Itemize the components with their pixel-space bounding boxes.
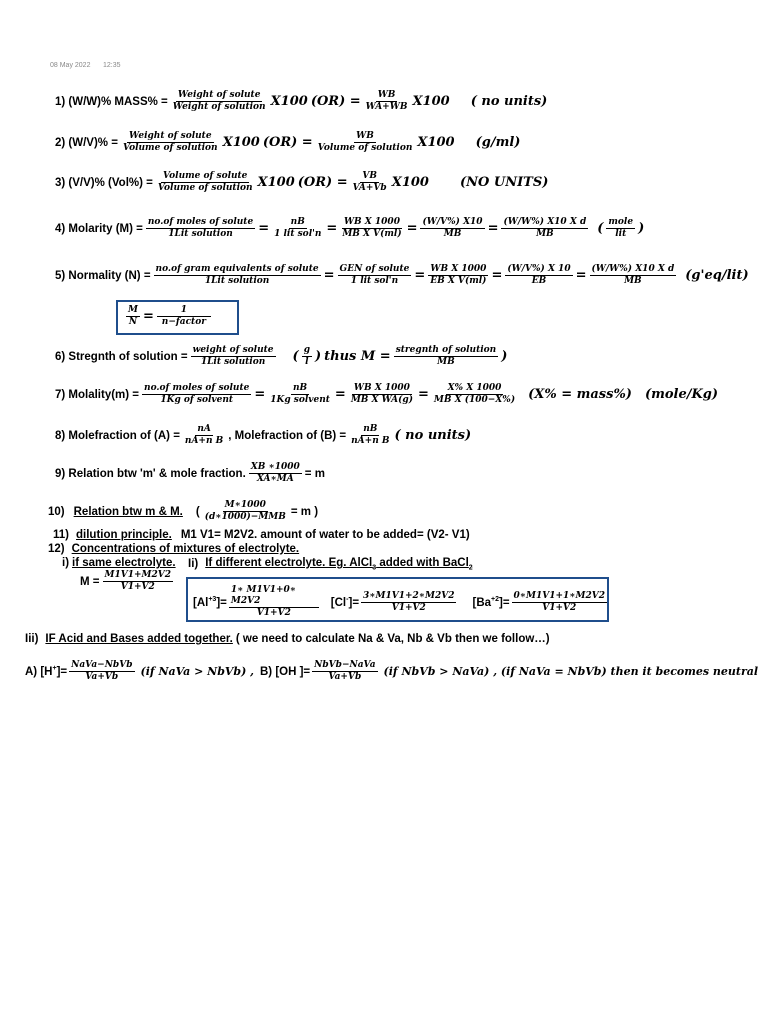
fraction (501, 217, 588, 240)
formula-text: ( we need to calculate Na & Va, Nb & Vb then we follow…) (235, 633, 550, 645)
formula-text: = (254, 387, 266, 402)
formula-text: Iii) (25, 633, 39, 645)
formula-text: dilution principle. (76, 529, 172, 541)
fraction-numerator: no.of gram equivalents of solute (155, 264, 319, 274)
fraction (157, 305, 211, 328)
formula-text: ( (597, 221, 604, 236)
fraction (146, 217, 255, 240)
fraction-denominator: MB X V(ml) (342, 229, 402, 239)
fraction-denominator: 1 lit sol'n (274, 229, 322, 239)
formula-text: (NO UNITS) (459, 175, 549, 190)
formula-text: = (334, 387, 346, 402)
formula-text: thus M = (324, 349, 391, 364)
formula-text: , Molefraction of (B) = (228, 429, 347, 442)
formula-text: Relation btw m & M. (73, 505, 183, 518)
formula-text: +2 (491, 595, 499, 603)
fraction (121, 131, 220, 154)
formula-text: (g/ml) (475, 135, 521, 150)
fraction-numerator: 0∗M1V1+1∗M2V2 (513, 590, 605, 601)
formula-text: = m ) (290, 505, 319, 518)
fraction-numerator: M∗1000 (224, 500, 266, 510)
fraction (340, 217, 403, 240)
formula-text: $[Ba^{+2}]=$ (472, 595, 510, 609)
fraction-denominator: V1+V2 (120, 582, 155, 592)
fraction-numerator: NaVa−NbVb (71, 660, 133, 670)
fraction-numerator: 1 (157, 305, 211, 317)
formula-text: (mole/Kg) (644, 387, 719, 402)
fraction (154, 264, 321, 287)
fraction-numerator: WB X 1000 (343, 217, 400, 227)
fraction (316, 131, 415, 154)
formula-9 (55, 462, 325, 485)
fraction (351, 171, 389, 194)
fraction-numerator: mole (608, 217, 634, 227)
fraction-denominator: 1Lit solution (200, 357, 266, 367)
fraction-denominator: MB (536, 229, 554, 239)
fraction-numerator: VB (362, 171, 377, 181)
fraction (268, 383, 332, 406)
formula-text: 3) (V/V)% (Vol%) = (55, 176, 153, 189)
formula-5-normality (55, 264, 749, 287)
fraction (312, 660, 377, 683)
formula-text: (if NaVa > NbVb) , (140, 665, 254, 678)
fraction (142, 383, 251, 406)
formula-text: 3 (372, 564, 377, 572)
fraction-numerator: nA (197, 424, 211, 434)
fraction-denominator: nA+n B (184, 436, 224, 446)
fraction-denominator: Volume of solution (157, 183, 253, 193)
formula-text: 1) (W/W)% MASS% = (55, 95, 168, 108)
fraction-numerator: no.of moles of solute (144, 383, 250, 393)
formula-text: = (575, 268, 587, 283)
formula-text: ( (195, 505, 200, 518)
fraction-numerator: 1∗ M1V1+0∗ M2V2 (229, 585, 319, 608)
mixture-ion-box (186, 577, 609, 622)
fraction-denominator: MB X (100−X%) (433, 395, 516, 405)
fraction (302, 345, 312, 368)
formula-text: 11) (53, 529, 69, 541)
fraction (361, 591, 456, 614)
formula-text: 7) Molality(m) = (55, 388, 140, 401)
fraction-denominator: Volume of solution (317, 143, 413, 153)
formula-text: (if NbVb > NaVa) , (if NaVa = NbVb) then it becomes neutral (383, 665, 759, 678)
formula-text: ) (314, 349, 322, 364)
formula-text: Ii) (188, 558, 199, 571)
fraction-numerator: Weight of solute (177, 90, 261, 100)
formula-text: = (417, 387, 429, 402)
fraction-numerator: WB (356, 131, 374, 141)
fraction-numerator: nB (290, 217, 305, 227)
fraction-numerator: nB (363, 424, 378, 434)
fraction (349, 383, 415, 406)
fraction-denominator: EB X V(ml) (430, 276, 487, 286)
fraction-numerator: Weight of solute (128, 131, 212, 141)
fraction-denominator: Va+Vb (328, 672, 362, 682)
fraction (103, 570, 173, 593)
fraction (249, 462, 302, 485)
fraction (229, 585, 319, 619)
formula-text: X100 (257, 175, 295, 190)
note-date: 08 May 2022 (50, 62, 91, 69)
section-12-heading (48, 543, 299, 555)
formula-12-i (80, 570, 173, 593)
fraction-numerator: Volume of solute (162, 171, 248, 181)
formula-text: ( (292, 349, 299, 364)
formula-1 (55, 90, 547, 113)
formula-text: ) (638, 221, 645, 236)
formula-text: (X% = mass%) (528, 387, 632, 402)
formula-text: [Cl-]= (330, 595, 360, 609)
fraction (203, 500, 288, 523)
fraction-numerator: (W/W%) X10 X d (591, 264, 675, 274)
formula-11 (53, 529, 470, 541)
formula-text: (OR) = (262, 135, 313, 150)
fraction-numerator: GEN of solute (339, 264, 410, 274)
formula-text: 4) Molarity (M) = (55, 222, 143, 235)
fraction-numerator: X% X 1000 (447, 383, 502, 393)
fraction-numerator: stregnth of solution (395, 345, 497, 355)
fraction-numerator: (W/W%) X10 X d (503, 217, 587, 227)
fraction (512, 591, 607, 614)
section-12-ii (188, 557, 473, 571)
fraction-denominator: V1+V2 (391, 602, 426, 613)
fraction (126, 305, 140, 328)
fraction-denominator: N (128, 317, 138, 327)
fraction-denominator: lit (615, 229, 627, 239)
formula-text: if same electrolyte. (72, 557, 176, 569)
fraction-denominator: MB X WA(g) (350, 395, 413, 405)
formula-text: (OR) = (297, 175, 348, 190)
formula-text: X100 (417, 135, 455, 150)
formula-text: 12) (48, 543, 65, 555)
note-time: 12:35 (103, 62, 121, 69)
formula-text: M1 V1= M2V2. amount of water to be added= (V2- V1) (180, 529, 470, 541)
formula-text: ( no units) (470, 94, 548, 109)
formula-text: - (346, 595, 349, 603)
formula-text: X100 (412, 94, 450, 109)
fraction (272, 217, 323, 240)
formula-text: = m (304, 467, 325, 480)
fraction (364, 90, 410, 113)
formula-text: 8) Molefraction of (A) = (55, 429, 180, 442)
fraction-denominator: MB (443, 229, 462, 239)
fraction-denominator: VA+Vb (352, 183, 387, 193)
fraction-denominator: 1Lit solution (168, 229, 233, 239)
fraction-denominator: EB (531, 276, 547, 286)
fraction (420, 217, 484, 240)
fraction-denominator: (d∗1000)−MMB (204, 512, 286, 522)
formula-text: ( no units) (394, 428, 472, 443)
fraction-denominator: WA+WB (365, 102, 408, 112)
formula-text: 5) Normality (N) = (55, 269, 151, 282)
fraction (428, 264, 488, 287)
formula-text: 2) (W/V)% = (55, 136, 118, 149)
fraction (156, 171, 255, 194)
fraction (338, 264, 412, 287)
formula-text: If different electrolyte. Eg. AlCl$_3$ added with BaCl$_2$ (205, 557, 473, 572)
formula-text: = (491, 268, 503, 283)
fraction-numerator: M (128, 305, 138, 315)
fraction-numerator: 3∗M1V1+2∗M2V2 (363, 590, 455, 601)
formula-text: IF Acid and Bases added together. (45, 633, 233, 645)
fraction (349, 424, 391, 447)
section-iii (25, 633, 550, 645)
formula-text: A) [H+]= (25, 665, 68, 678)
fraction (69, 660, 134, 683)
fraction-denominator: n−factor (161, 317, 206, 327)
fraction-denominator: V1+V2 (542, 602, 577, 613)
fraction-denominator: 1Kg of solvent (160, 395, 234, 405)
fraction-numerator: (W/V%) X 10 (507, 264, 571, 274)
fraction-numerator: XB ∗1000 (250, 462, 300, 472)
formula-4-molarity (55, 217, 644, 240)
formula-acid-base (25, 660, 758, 683)
formula-text: 2 (468, 564, 473, 572)
formula-text: (g'eq/lit) (685, 268, 749, 283)
formula-text: = (258, 221, 270, 236)
formula-text: = (323, 268, 335, 283)
fraction (505, 264, 572, 287)
mn-relation-box (116, 300, 239, 335)
fraction-denominator: Volume of solution (122, 143, 218, 153)
fraction-numerator: no.of moles of solute (147, 217, 254, 227)
formula-text: X100 (222, 135, 260, 150)
fraction-denominator: MB (437, 357, 455, 367)
fraction-denominator: Weight of solution (172, 102, 266, 112)
formula-3 (55, 171, 548, 194)
fraction (432, 383, 517, 406)
fraction-numerator: g (303, 345, 310, 355)
fraction-denominator: 1Kg solvent (270, 395, 330, 405)
formula-10 (48, 500, 318, 523)
fraction (606, 217, 635, 240)
formula-text: X100 (270, 94, 308, 109)
fraction-denominator: 1Lit solution (204, 276, 270, 286)
fraction (394, 345, 499, 368)
formula-text: = (406, 221, 418, 236)
fraction-numerator: WB X 1000 (353, 383, 410, 393)
fraction (590, 264, 677, 287)
fraction-numerator: WB X 1000 (430, 264, 487, 274)
formula-text: B) [OH ]= (260, 665, 311, 678)
fraction-denominator: Va+Vb (85, 672, 119, 682)
formula-text: X100 (391, 175, 429, 190)
formula-text: 6) Stregnth of solution = (55, 350, 188, 363)
fraction-denominator: 1 lit sol'n (350, 276, 399, 286)
formula-text: = (142, 309, 154, 324)
fraction-numerator: WB (377, 90, 396, 100)
formula-text: 9) Relation btw 'm' & mole fraction. (55, 467, 246, 480)
fraction-numerator: (W/V%) X10 (422, 217, 483, 227)
formula-text: ) (501, 349, 508, 364)
fraction-denominator: V1+V2 (256, 608, 291, 618)
formula-7-molality (55, 383, 718, 406)
formula-text: M = (80, 575, 100, 588)
formula-text: + (52, 665, 57, 673)
fraction-numerator: NbVb−NaVa (314, 660, 376, 670)
formula-text: = (414, 268, 426, 283)
formula-text: Concentrations of mixtures of electrolyte. (71, 543, 300, 555)
fraction-denominator: XA∗MA (256, 474, 294, 484)
fraction (191, 345, 276, 368)
fraction-numerator: nB (293, 383, 308, 393)
fraction-denominator: nA+n B (351, 436, 390, 446)
formula-text: +3 (208, 595, 217, 603)
fraction-denominator: MB (624, 276, 642, 286)
fraction-denominator: l (305, 357, 309, 367)
fraction-numerator: M1V1+M2V2 (104, 570, 171, 580)
formula-text: $[Al^{+3}]=$ (193, 595, 227, 609)
formula-2 (55, 131, 520, 154)
formula-text: = (487, 221, 499, 236)
formula-text: i) (62, 557, 70, 569)
formula-text: (OR) = (310, 94, 361, 109)
fraction (183, 424, 225, 447)
formula-text: 10) (48, 505, 65, 518)
formula-6-strength (55, 345, 507, 368)
fraction (171, 90, 268, 113)
formula-text: = (326, 221, 338, 236)
fraction-numerator: weight of solute (192, 345, 274, 355)
formula-8-molefraction (55, 424, 471, 447)
section-12-i (62, 557, 176, 569)
